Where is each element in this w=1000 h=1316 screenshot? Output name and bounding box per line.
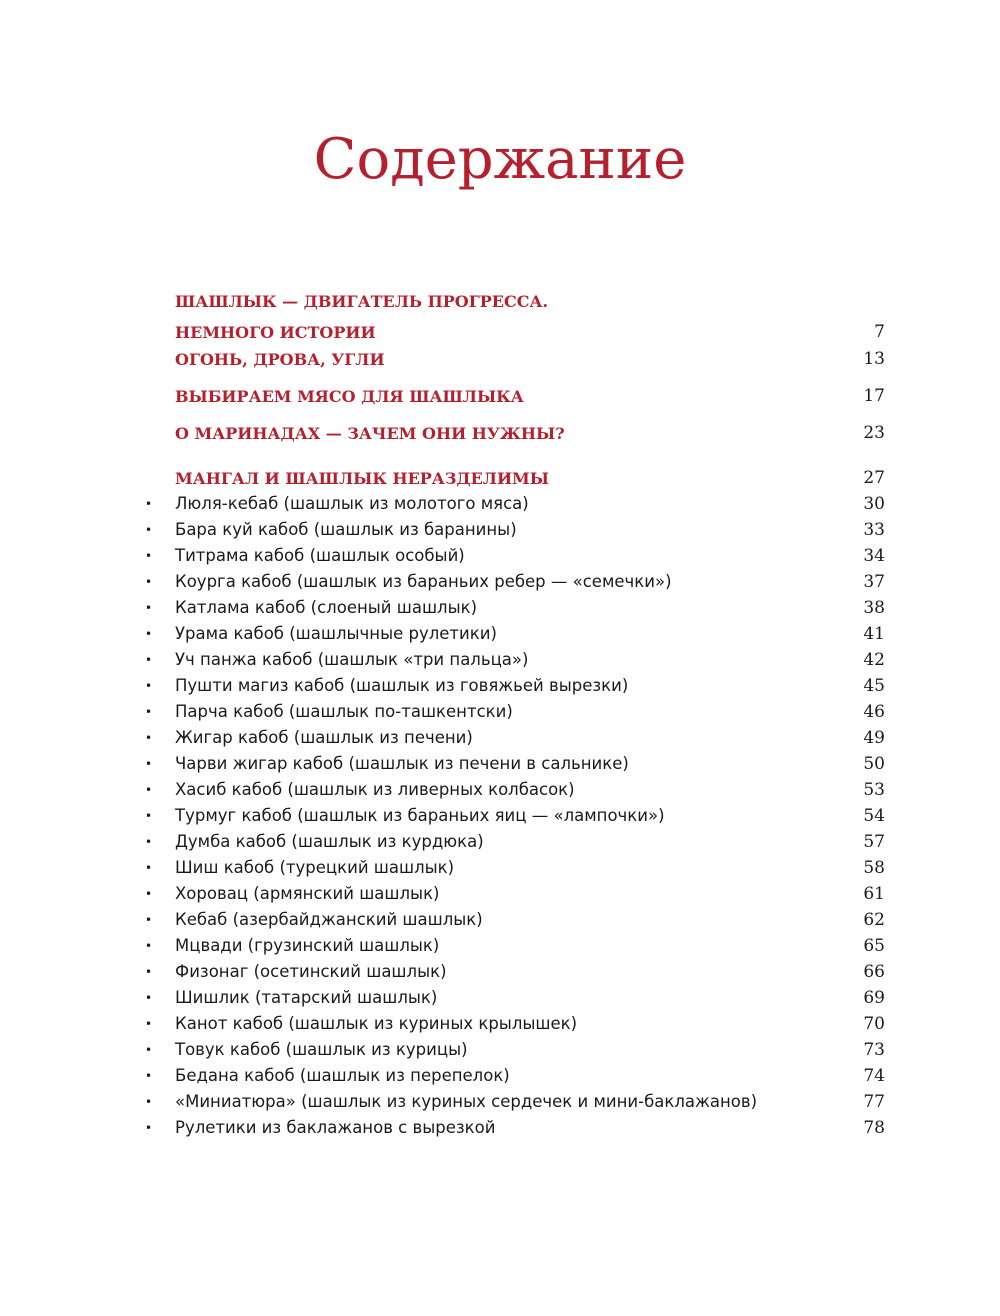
toc-page-number: 45 bbox=[863, 676, 885, 696]
bullet-icon: • bbox=[145, 1095, 153, 1109]
toc-item-label: Парча кабоб (шашлык по-ташкентски) bbox=[175, 702, 513, 721]
toc-page-number: 13 bbox=[863, 349, 885, 369]
toc-page-number: 57 bbox=[863, 832, 885, 852]
bullet-icon: • bbox=[145, 497, 153, 511]
toc-item[interactable] bbox=[145, 1089, 885, 1115]
toc-item[interactable] bbox=[145, 1115, 885, 1141]
toc-page-number: 70 bbox=[863, 1014, 885, 1034]
toc-section[interactable] bbox=[175, 418, 885, 449]
bullet-icon: • bbox=[145, 731, 153, 745]
toc-page-number: 77 bbox=[863, 1092, 885, 1112]
bullet-icon: • bbox=[145, 523, 153, 537]
toc-item-label: «Миниатюра» (шашлык из куриных сердечек и мини-баклажанов) bbox=[175, 1092, 758, 1111]
bullet-icon: • bbox=[145, 887, 153, 901]
toc-item[interactable] bbox=[145, 595, 885, 621]
toc-item-label: Физонаг (осетинский шашлык) bbox=[175, 962, 447, 981]
toc-item-label: Думба кабоб (шашлык из курдюка) bbox=[175, 832, 484, 851]
toc-item-label: Катлама кабоб (слоеный шашлык) bbox=[175, 598, 478, 617]
toc-page-number: 23 bbox=[863, 423, 885, 443]
toc-page-number: 78 bbox=[863, 1118, 885, 1138]
toc-section[interactable] bbox=[175, 463, 885, 494]
toc-page-number: 53 bbox=[863, 780, 885, 800]
toc-page-number: 61 bbox=[863, 884, 885, 904]
toc-section-title: ВЫБИРАЕМ МЯСО ДЛЯ ШАШЛЫКА bbox=[175, 387, 524, 406]
toc-item-label: Чарви жигар кабоб (шашлык из печени в сальнике) bbox=[175, 754, 629, 773]
bullet-icon: • bbox=[145, 575, 153, 589]
toc-page-number: 7 bbox=[874, 322, 885, 342]
toc-item-label: Пушти магиз кабоб (шашлык из говяжьей вырезки) bbox=[175, 676, 629, 695]
toc-item[interactable] bbox=[145, 543, 885, 569]
toc-page-number: 54 bbox=[863, 806, 885, 826]
toc-item-label: Люля-кебаб (шашлык из молотого мяса) bbox=[175, 494, 529, 513]
toc-item[interactable] bbox=[145, 907, 885, 933]
bullet-icon: • bbox=[145, 1069, 153, 1083]
toc-item-label: Турмуг кабоб (шашлык из бараньих яиц — «лампочки») bbox=[175, 806, 665, 825]
toc-item[interactable] bbox=[145, 985, 885, 1011]
bullet-icon: • bbox=[145, 991, 153, 1005]
toc-page-number: 34 bbox=[863, 546, 885, 566]
toc-page-number: 74 bbox=[863, 1066, 885, 1086]
toc-section-title: ОГОНЬ, ДРОВА, УГЛИ bbox=[175, 350, 385, 369]
toc-item-label: Шишлик (татарский шашлык) bbox=[175, 988, 438, 1007]
bullet-icon: • bbox=[145, 913, 153, 927]
toc-item[interactable] bbox=[145, 1063, 885, 1089]
page-title: Содержание bbox=[313, 127, 687, 192]
toc-item-label: Бара куй кабоб (шашлык из баранины) bbox=[175, 520, 517, 539]
toc-section-title: МАНГАЛ И ШАШЛЫК НЕРАЗДЕЛИМЫ bbox=[175, 469, 549, 488]
toc-section-title: О МАРИНАДАХ — ЗАЧЕМ ОНИ НУЖНЫ? bbox=[175, 424, 565, 443]
toc-section[interactable] bbox=[175, 286, 885, 348]
toc-item[interactable] bbox=[145, 1011, 885, 1037]
bullet-icon: • bbox=[145, 1043, 153, 1057]
bullet-icon: • bbox=[145, 601, 153, 615]
toc-item-label: Урама кабоб (шашлычные рулетики) bbox=[175, 624, 497, 643]
toc-item[interactable] bbox=[145, 881, 885, 907]
toc-page-number: 41 bbox=[863, 624, 885, 644]
toc-section[interactable] bbox=[175, 344, 885, 375]
toc-item-label: Рулетики из баклажанов с вырезкой bbox=[175, 1118, 496, 1137]
toc-item[interactable] bbox=[145, 829, 885, 855]
toc-page-number: 42 bbox=[863, 650, 885, 670]
toc-section[interactable] bbox=[175, 381, 885, 412]
toc-page-number: 27 bbox=[863, 468, 885, 488]
toc-item[interactable] bbox=[145, 855, 885, 881]
toc-page-number: 17 bbox=[863, 386, 885, 406]
toc-item[interactable] bbox=[145, 699, 885, 725]
toc-page-number: 62 bbox=[863, 910, 885, 930]
toc-page-number: 49 bbox=[863, 728, 885, 748]
bullet-icon: • bbox=[145, 549, 153, 563]
toc-item[interactable] bbox=[145, 673, 885, 699]
toc-item[interactable] bbox=[145, 803, 885, 829]
toc-item[interactable] bbox=[145, 517, 885, 543]
toc-item[interactable] bbox=[145, 777, 885, 803]
bullet-icon: • bbox=[145, 1121, 153, 1135]
bullet-icon: • bbox=[145, 783, 153, 797]
toc-item-label: Товук кабоб (шашлык из курицы) bbox=[175, 1040, 468, 1059]
bullet-icon: • bbox=[145, 965, 153, 979]
toc-item-label: Хасиб кабоб (шашлык из ливерных колбасок) bbox=[175, 780, 575, 799]
toc-item-label: Хоровац (армянский шашлык) bbox=[175, 884, 440, 903]
bullet-icon: • bbox=[145, 757, 153, 771]
bullet-icon: • bbox=[145, 1017, 153, 1031]
toc-item-label: Канот кабоб (шашлык из куриных крылышек) bbox=[175, 1014, 578, 1033]
toc-item[interactable] bbox=[145, 959, 885, 985]
toc-section-title: ШАШЛЫК — ДВИГАТЕЛЬ ПРОГРЕССА. bbox=[175, 292, 549, 311]
toc-item[interactable] bbox=[145, 491, 885, 517]
toc-item[interactable] bbox=[145, 933, 885, 959]
toc-page-number: 73 bbox=[863, 1040, 885, 1060]
toc-item-label: Шиш кабоб (турецкий шашлык) bbox=[175, 858, 455, 877]
toc-item[interactable] bbox=[145, 725, 885, 751]
toc-page-number: 66 bbox=[863, 962, 885, 982]
bullet-icon: • bbox=[145, 679, 153, 693]
toc-page-number: 33 bbox=[863, 520, 885, 540]
toc-section-title: НЕМНОГО ИСТОРИИ bbox=[175, 323, 376, 342]
toc-item-label: Уч панжа кабоб (шашлык «три пальца») bbox=[175, 650, 529, 669]
toc-item-label: Мцвади (грузинский шашлык) bbox=[175, 936, 440, 955]
toc-item-label: Кебаб (азербайджанский шашлык) bbox=[175, 910, 483, 929]
bullet-icon: • bbox=[145, 809, 153, 823]
toc-item-label: Коурга кабоб (шашлык из бараньих ребер — «семечки») bbox=[175, 572, 672, 591]
toc-page-number: 30 bbox=[863, 494, 885, 514]
toc-item-label: Титрама кабоб (шашлык особый) bbox=[175, 546, 465, 565]
bullet-icon: • bbox=[145, 835, 153, 849]
bullet-icon: • bbox=[145, 627, 153, 641]
toc-item[interactable] bbox=[145, 1037, 885, 1063]
toc-page-number: 50 bbox=[863, 754, 885, 774]
toc-page-number: 69 bbox=[863, 988, 885, 1008]
bullet-icon: • bbox=[145, 705, 153, 719]
toc-page-number: 38 bbox=[863, 598, 885, 618]
bullet-icon: • bbox=[145, 861, 153, 875]
toc-item-label: Жигар кабоб (шашлык из печени) bbox=[175, 728, 473, 747]
toc-item[interactable] bbox=[145, 569, 885, 595]
bullet-icon: • bbox=[145, 939, 153, 953]
toc-item[interactable] bbox=[145, 751, 885, 777]
toc-item-label: Бедана кабоб (шашлык из перепелок) bbox=[175, 1066, 510, 1085]
toc-item[interactable] bbox=[145, 621, 885, 647]
toc-page-number: 65 bbox=[863, 936, 885, 956]
toc-page-number: 37 bbox=[863, 572, 885, 592]
toc-item[interactable] bbox=[145, 647, 885, 673]
toc-page-number: 58 bbox=[863, 858, 885, 878]
bullet-icon: • bbox=[145, 653, 153, 667]
toc-page-number: 46 bbox=[863, 702, 885, 722]
